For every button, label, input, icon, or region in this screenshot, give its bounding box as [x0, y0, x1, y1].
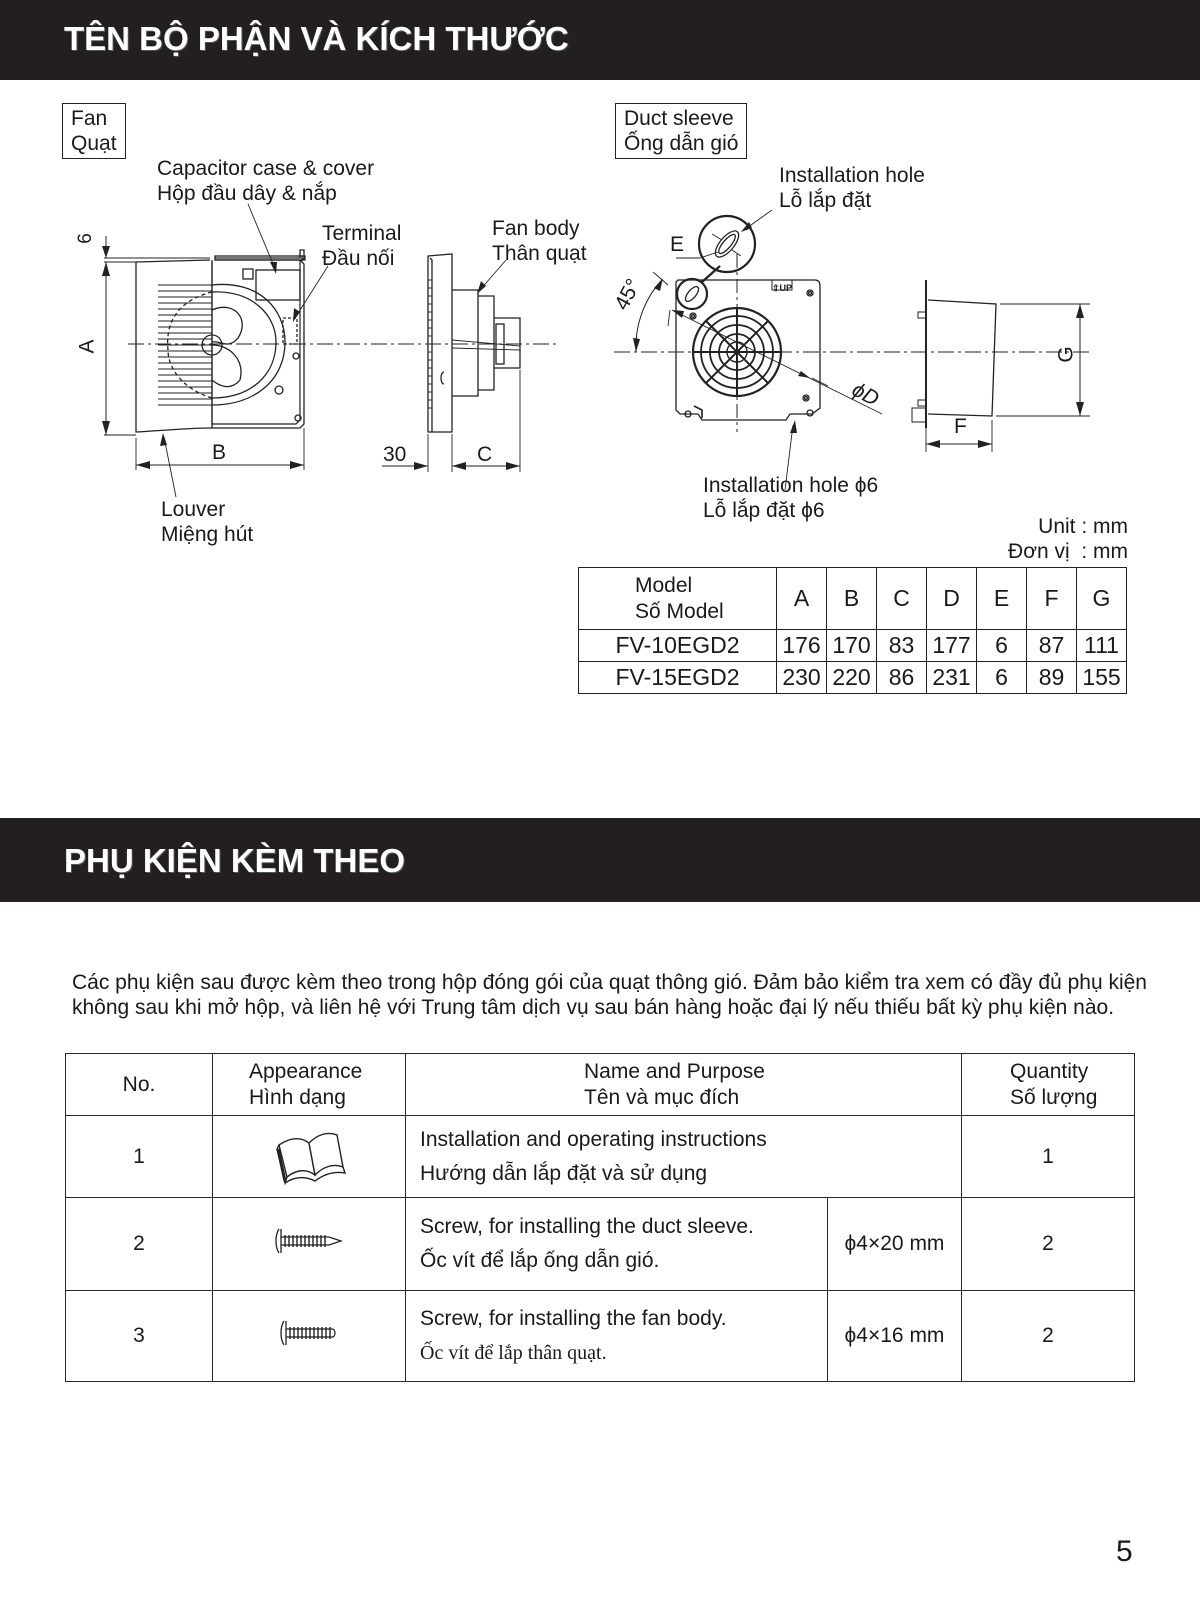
col-header-g: G — [1077, 568, 1127, 630]
dimension-table-header — [579, 568, 1127, 630]
value-cell: 170 — [827, 630, 877, 662]
model-header — [579, 568, 777, 630]
up-mark-label: ⇧UP — [772, 283, 793, 293]
fan-side-view — [382, 254, 520, 472]
fan-label-en: Fan — [71, 107, 108, 130]
table-row — [66, 1116, 1135, 1198]
value-cell: 155 — [1077, 662, 1127, 694]
table-row — [66, 1291, 1135, 1382]
appearance-cell — [213, 1291, 406, 1382]
fan-body-label-vi: Thân quạt — [492, 242, 587, 265]
appearance-cell — [213, 1116, 406, 1198]
screw-short-icon — [278, 1317, 340, 1349]
terminal-label-vi: Đầu nối — [322, 247, 395, 270]
value-cell: 83 — [877, 630, 927, 662]
dim-d-label: ϕD — [848, 378, 883, 411]
unit-label-vi: Đơn vị : mm — [1008, 540, 1128, 563]
capacitor-label — [157, 156, 374, 206]
value-cell: 6 — [977, 662, 1027, 694]
louver-label-vi: Miệng hút — [161, 523, 254, 546]
angle-45-label: 45° — [610, 275, 646, 314]
header-qty-vi: Số lượng — [1010, 1085, 1098, 1109]
section-title-accessories: PHỤ KIỆN KÈM THEO — [64, 842, 406, 879]
dim-30-label: 30 — [383, 443, 407, 466]
name-en: Screw, for installing the duct sleeve. — [420, 1215, 754, 1238]
value-cell: 6 — [977, 630, 1027, 662]
value-cell: 220 — [827, 662, 877, 694]
quantity-cell: 2 — [962, 1198, 1135, 1291]
section-title-parts: TÊN BỘ PHẬN VÀ KÍCH THƯỚC — [64, 20, 569, 57]
accessories-table — [65, 1053, 1135, 1382]
terminal-label — [322, 221, 401, 271]
header-no: No. — [66, 1054, 213, 1116]
page-number: 5 — [1116, 1535, 1133, 1568]
name-en: Installation and operating instructions — [420, 1127, 767, 1151]
duct-sleeve-side-view — [912, 280, 1090, 452]
dim-f-label: F — [954, 415, 967, 438]
table-row — [579, 662, 1127, 694]
header-name-en: Name and Purpose — [584, 1059, 765, 1083]
install-hole-label — [779, 163, 925, 213]
table-row — [579, 630, 1127, 662]
screw-long-icon — [273, 1225, 345, 1257]
accessories-table-header — [66, 1054, 1135, 1116]
duct-sleeve-label-en: Duct sleeve — [624, 107, 734, 130]
capacitor-label-vi: Hộp đầu dây & nắp — [157, 182, 337, 205]
header-appearance — [213, 1054, 406, 1116]
fan-box-label — [62, 103, 126, 159]
model-header-en: Model — [635, 573, 693, 597]
duct-sleeve-label-vi: Ống dẫn gió — [624, 132, 739, 155]
duct-sleeve-front-view — [614, 210, 1090, 490]
value-cell: 231 — [927, 662, 977, 694]
dim-e-label: E — [670, 233, 685, 256]
book-icon — [269, 1119, 349, 1189]
name-vi: Hướng dẫn lắp đặt và sử dụng — [420, 1161, 708, 1185]
terminal-label-en: Terminal — [322, 222, 402, 245]
header-quantity — [962, 1054, 1135, 1116]
row-no: 2 — [66, 1198, 213, 1291]
install-hole-6-label-en: Installation hole ϕ6 — [703, 474, 879, 497]
accessories-intro: Các phụ kiện sau được kèm theo trong hộp đóng gói của quạt thông gió. Đảm bảo kiểm tra xem có đầy đủ phụ kiện không sau khi mở hộp, và liên hệ với Trung tâm dịch vụ sau bán hàng hoặc đại lý nếu thiếu bất kỳ phụ kiện nào. — [72, 971, 1147, 1019]
appearance-cell — [213, 1198, 406, 1291]
louver-label — [161, 497, 253, 547]
name-vi: Ốc vít để lắp thân quạt. — [420, 1342, 607, 1364]
col-header-e: E — [977, 568, 1027, 630]
install-hole-label-vi: Lỗ lắp đặt — [779, 189, 872, 212]
size-cell: ϕ4×16 mm — [828, 1291, 962, 1382]
dim-c-label: C — [477, 443, 493, 466]
col-header-b: B — [827, 568, 877, 630]
fan-body-label — [492, 216, 587, 266]
quantity-cell: 1 — [962, 1116, 1135, 1198]
quantity-cell: 2 — [962, 1291, 1135, 1382]
header-appearance-en: Appearance — [249, 1059, 363, 1083]
value-cell: 111 — [1077, 630, 1127, 662]
dim-a-label: A — [75, 339, 99, 354]
value-cell: 230 — [777, 662, 827, 694]
model-header-vi: Số Model — [635, 599, 724, 623]
row-no: 3 — [66, 1291, 213, 1382]
section-header-parts — [0, 0, 1200, 80]
col-header-c: C — [877, 568, 927, 630]
value-cell: 176 — [777, 630, 827, 662]
fan-label-vi: Quạt — [71, 132, 117, 155]
header-appearance-vi: Hình dạng — [249, 1085, 346, 1109]
col-header-d: D — [927, 568, 977, 630]
value-cell: 86 — [877, 662, 927, 694]
name-purpose-cell — [406, 1116, 962, 1198]
unit-label-en: Unit : mm — [1038, 515, 1128, 538]
capacitor-label-en: Capacitor case & cover — [157, 157, 375, 180]
size-cell: ϕ4×20 mm — [828, 1198, 962, 1291]
model-cell: FV-15EGD2 — [579, 662, 777, 694]
value-cell: 87 — [1027, 630, 1077, 662]
unit-label — [1008, 514, 1128, 564]
name-purpose-cell — [406, 1291, 828, 1382]
install-hole-6-label — [703, 473, 878, 523]
col-header-f: F — [1027, 568, 1077, 630]
value-cell: 177 — [927, 630, 977, 662]
value-cell: 89 — [1027, 662, 1077, 694]
dimension-table — [578, 567, 1127, 694]
table-row — [66, 1198, 1135, 1291]
header-qty-en: Quantity — [1010, 1059, 1089, 1083]
header-name-vi: Tên và mục đích — [584, 1085, 740, 1109]
name-purpose-cell — [406, 1198, 828, 1291]
section-header-accessories — [0, 818, 1200, 902]
name-en: Screw, for installing the fan body. — [420, 1307, 727, 1330]
header-name-purpose — [406, 1054, 962, 1116]
col-header-a: A — [777, 568, 827, 630]
row-no: 1 — [66, 1116, 213, 1198]
model-cell: FV-10EGD2 — [579, 630, 777, 662]
duct-sleeve-box-label — [615, 103, 747, 159]
louver-label-en: Louver — [161, 498, 226, 521]
fan-body-label-en: Fan body — [492, 217, 580, 240]
install-hole-label-en: Installation hole — [779, 164, 925, 187]
dim-g-label: G — [1054, 346, 1078, 363]
name-vi: Ốc vít để lắp ống dẫn gió. — [420, 1249, 660, 1272]
install-hole-6-label-vi: Lỗ lắp đặt ϕ6 — [703, 499, 825, 522]
dim-b-label: B — [212, 441, 227, 464]
dim-6-label: 6 — [74, 233, 96, 244]
